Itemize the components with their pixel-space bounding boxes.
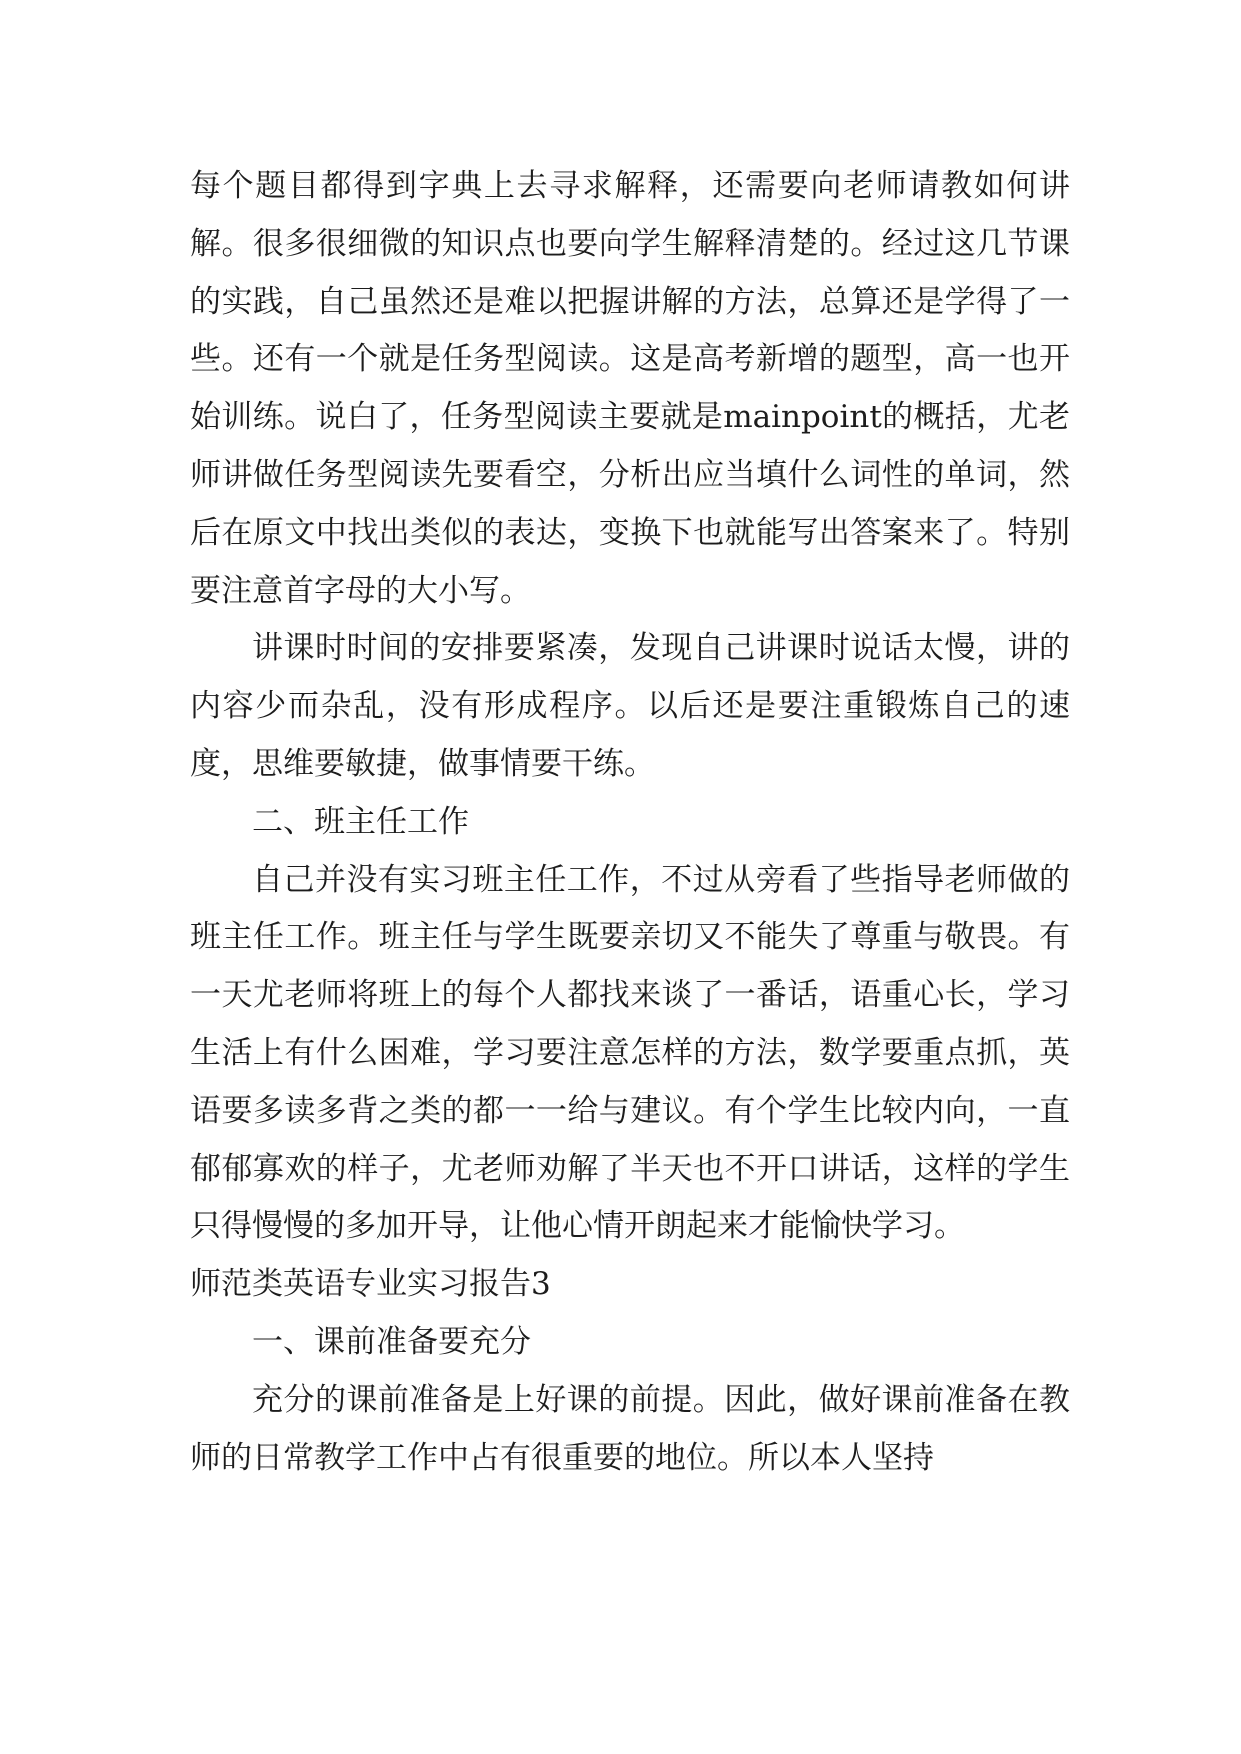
section-heading-lesson-prep: 一、课前准备要充分	[252, 1323, 531, 1360]
report-title-3: 师范类英语专业实习报告3	[190, 1266, 551, 1303]
paragraph-class-teacher-work: 自己并没有实习班主任工作，不过从旁看了些指导老师做的班主任工作。班主任与学生既要亲切又不能失了尊重与敬畏。有一天尤老师将班上的每个人都找来谈了一番话，语重心长，学习生活上有什么困难，学习要注意怎样的方法，数学要重点抓，英语要多读多背之类的都一一给与建议。有个学生比较内向，一直郁郁寡欢的样子，尤老师劝解了半天也不开口讲话，这样的学生只得慢慢的多加开导，让他心情开朗起来才能愉快学习。	[190, 861, 1070, 1245]
section-heading-class-teacher: 二、班主任工作	[252, 803, 469, 840]
document-body	[190, 158, 1070, 1487]
paragraph-lesson-timing: 讲课时时间的安排要紧凑，发现自己讲课时说话太慢，讲的内容少而杂乱，没有形成程序。以后还是要注重锻炼自己的速度，思维要敏捷，做事情要干练。	[190, 630, 1070, 782]
paragraph-lesson-prep: 充分的课前准备是上好课的前提。因此，做好课前准备在教师的日常教学工作中占有很重要的地位。所以本人坚持	[190, 1381, 1070, 1476]
paragraph-task-reading: 每个题目都得到字典上去寻求解释，还需要向老师请教如何讲解。很多很细微的知识点也要向学生解释清楚的。经过这几节课的实践，自己虽然还是难以把握讲解的方法，总算还是学得了一些。还有一个就是任务型阅读。这是高考新增的题型，高一也开始训练。说白了，任务型阅读主要就是mainpoint的概括，尤老师讲做任务型阅读先要看空，分析出应当填什么词性的单词，然后在原文中找出类似的表达，变换下也就能写出答案来了。特别要注意首字母的大小写。	[190, 168, 1070, 609]
